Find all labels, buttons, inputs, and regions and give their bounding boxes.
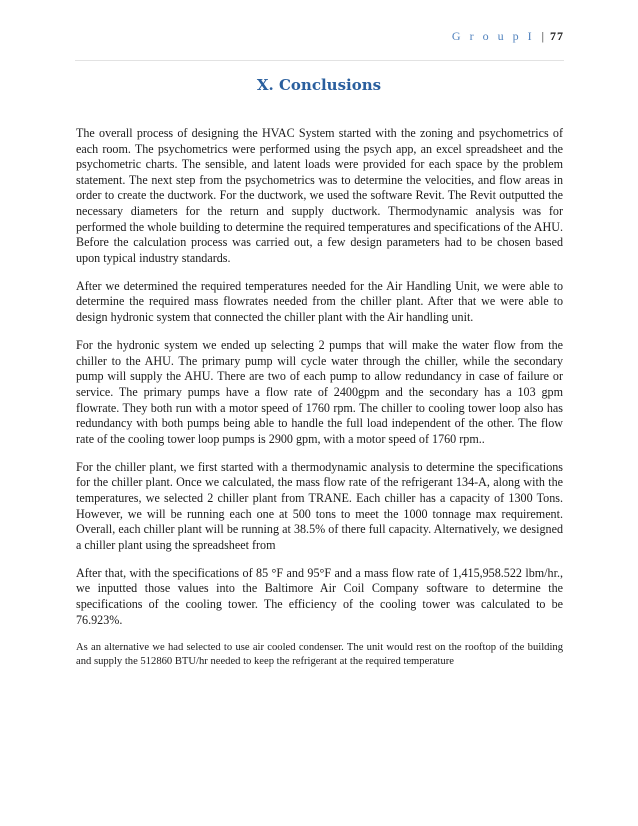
paragraph-hydronic-system: For the hydronic system we ended up selecting 2 pumps that will make the water flow from the chiller to the AHU. The primary pump will cycle water through the chiller, while the secondary pump will supply the AHU. There are two of each pump to allow redundancy in case of failure or service. The primary pumps have a flow rate of 2400gpm and the secondary has a 103 gpm flowrate. They both run with a motor speed of 1760 rpm. The chiller to cooling tower loop also has redundancy with both pumps being able to handle the full load independent of the other. The flow rate of the cooling tower loop pumps is 2900 gpm, with a motor speed of 1760 rpm.. (76, 338, 563, 446)
paragraph-air-cooled-condenser: As an alternative we had selected to use air cooled condenser. The unit would rest on the rooftop of the building and supply the 512860 BTU/hr needed to keep the refrigerant at the required temperature (76, 641, 563, 668)
body-text (76, 126, 563, 682)
section-title: X. Conclusions (256, 76, 382, 94)
header-separator: | (541, 29, 544, 43)
paragraph-air-handling: After we determined the required temperatures needed for the Air Handling Unit, we were able to determine the required mass flowrates needed from the chiller plant. After that we were able to design hydronic system that connected the chiller plant with the Air handling unit. (76, 278, 563, 325)
paragraph-chiller-plant: For the chiller plant, we first started with a thermodynamic analysis to determine the specifications for the chiller plant. Once we calculated, the mass flow rate of the refrigerant 134-A, along with the temperatures, we selected 2 chiller plant from TRANE. Each chiller has a capacity of 1300 Tons. However, we will be running each one at 500 tons to meet the 1000 tonnage max requirement. Overall, each chiller plant will be running at 38.5% of there full capacity. Alternatively, we designed a chiller plant using the spreadsheet from (76, 459, 563, 552)
paragraph-overall-process: The overall process of designing the HVAC System started with the zoning and psychometrics of each room. The psychometrics were performed using the psych app, an excel spreadsheet and the psychometric charts. The sensible, and latent loads were provided for each space by the problem statement. The next step from the psychometrics was to determine the velocities, and flow areas in order to create the ductwork. For the ductwork, we used the software Revit. The Revit outputted the necessary diameters for the return and supply ductwork. Thermodynamic analysis was for performed the whole building to determine the required temperatures and specifications of the AHU. Before the calculation process was carried out, a few design parameters had to be chosen based upon typical industry standards. (76, 126, 563, 265)
paragraph-cooling-tower: After that, with the specifications of 85 °F and 95°F and a mass flow rate of 1,415,958.522 lbm/hr., we inputted those values into the Baltimore Air Coil Company software to determine the specifications of the cooling tower. The efficiency of the cooling tower was calculated to be 76.923%. (76, 565, 563, 627)
page-header (452, 29, 564, 44)
group-label: G r o u p I (451, 29, 535, 43)
header-divider (75, 60, 564, 61)
page-number: 77 (550, 29, 564, 43)
